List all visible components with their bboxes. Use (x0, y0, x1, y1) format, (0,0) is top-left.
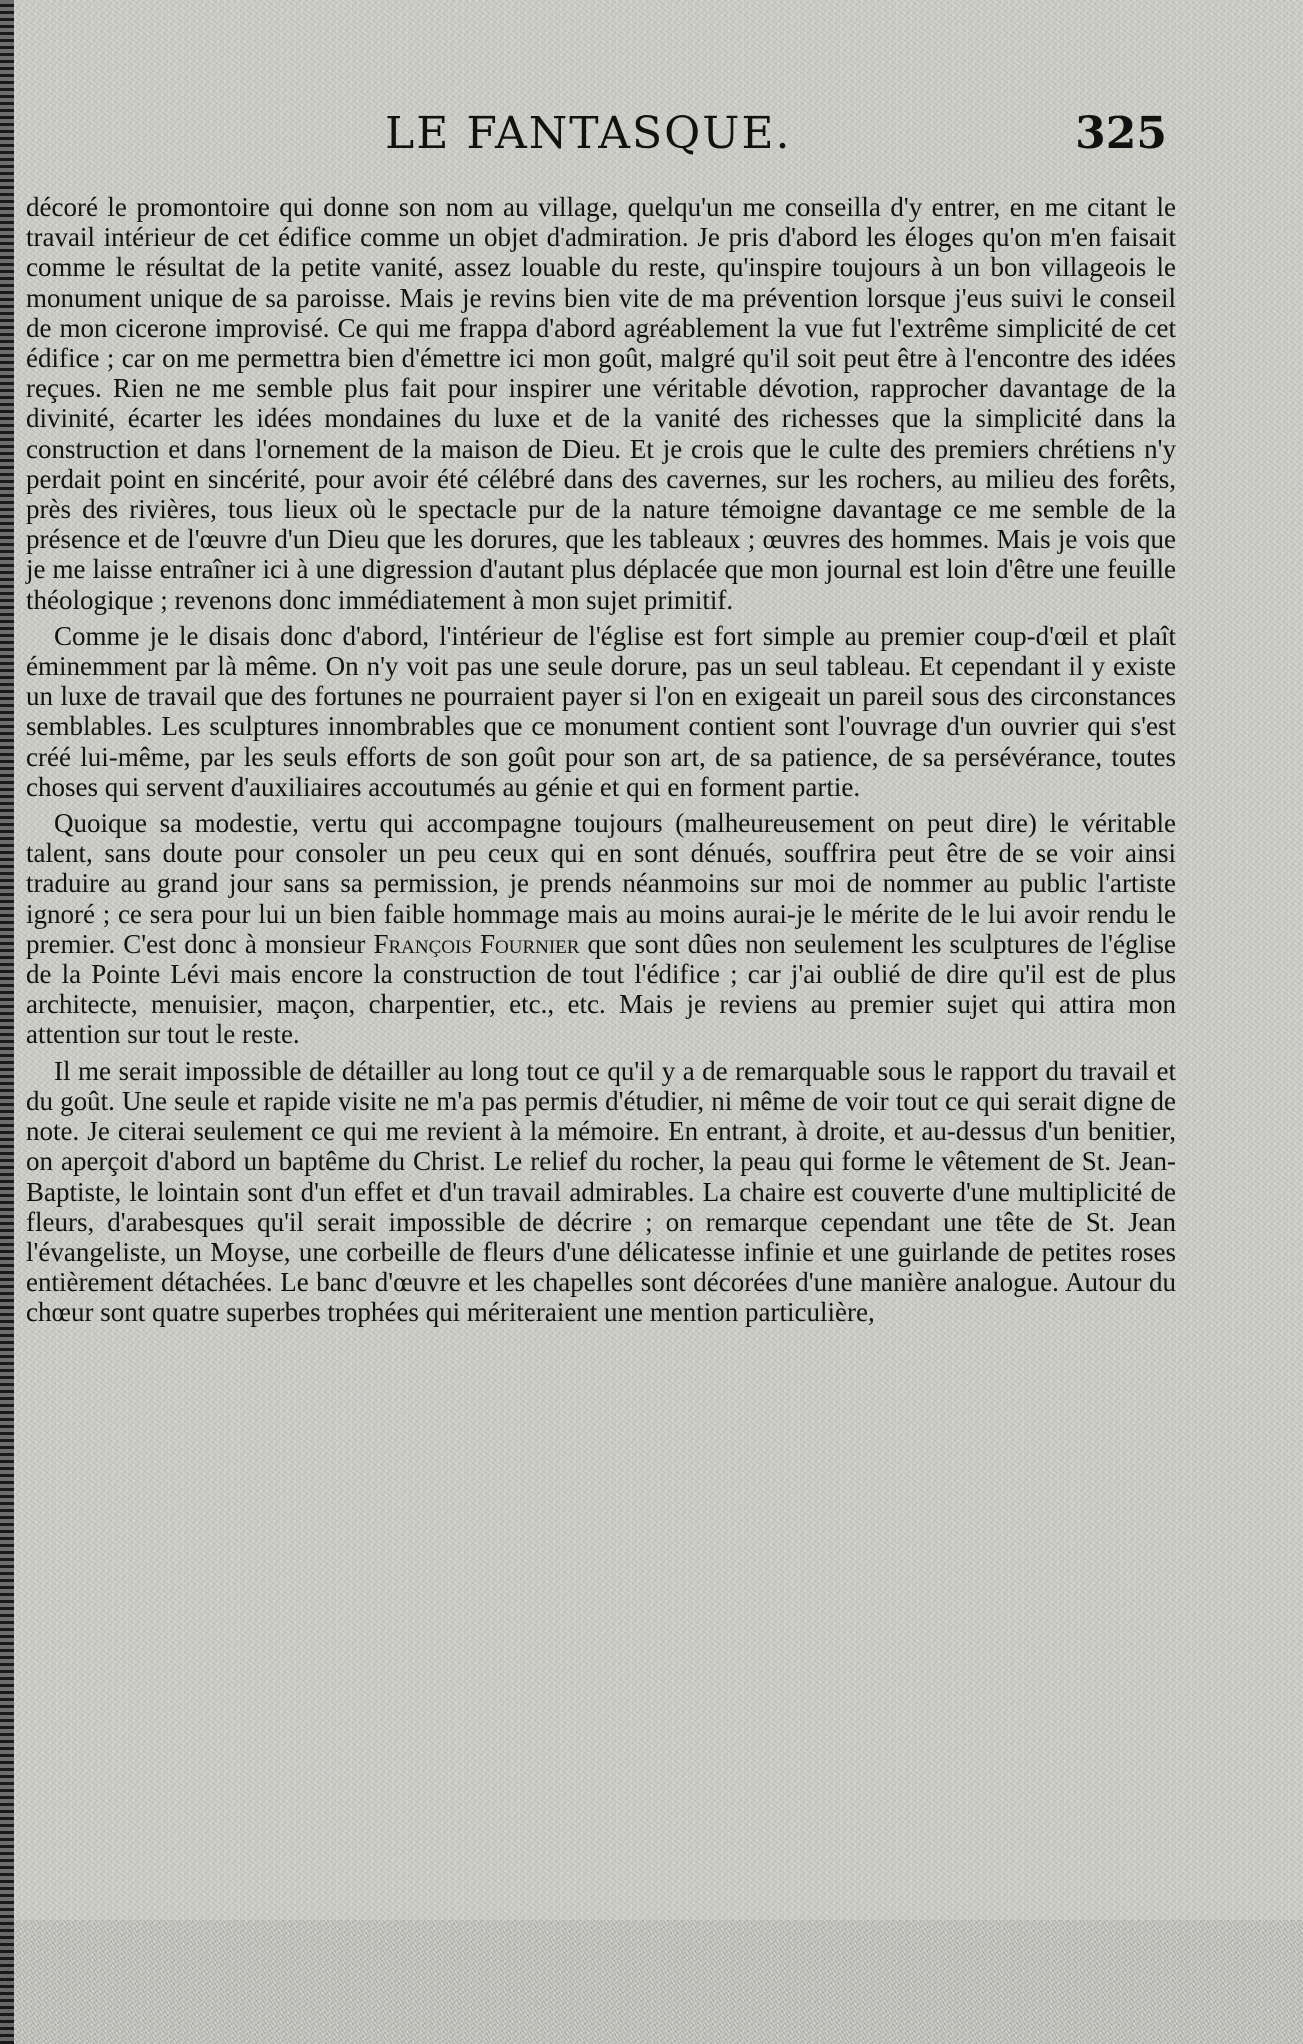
artist-name: François Fournier (373, 928, 580, 959)
paragraph-3 (26, 808, 1176, 1050)
bottom-margin-noise (0, 1920, 1303, 2044)
page-edge-shadow (0, 0, 14, 2044)
paragraph-3-end: que sont dûes non seulement les sculptures de l'église de la Pointe Lévi mais encore la construction de tout l'édifice ; car j'ai oublié de dire qu'il est de plus architecte, menuisier, maçon, charpentier, etc., etc. Mais je reviens au premier sujet qui attira mon attention sur tout le reste. (26, 928, 1176, 1050)
paragraph-1: décoré le promontoire qui donne son nom au village, quelqu'un me conseilla d'y entrer, en me citant le travail intérieur de cet édifice comme un objet d'admiration. Je pris d'abord les éloges qu'on m'en faisait comme le résultat de la petite vanité, assez louable du reste, qu'inspire toujours à un bon villageois le monument unique de sa paroisse. Mais je revins bien vite de ma prévention lorsque j'eus suivi le conseil de mon cicerone improvisé. Ce qui me frappa d'abord agréablement la vue fut l'extrême simplicité de cet édifice ; car on me permettra bien d'émettre ici mon goût, malgré qu'il soit peut être à l'encontre des idées reçues. Rien ne me semble plus fait pour inspirer une véritable dévotion, rapprocher davantage de la divinité, écarter les idées mondaines du luxe et de la vanité des richesses que la simplicité dans la construction et dans l'ornement de la maison de Dieu. Et je crois que le culte des premiers chrétiens n'y perdait point en sincérité, pour avoir été célébré dans des cavernes, sur les rochers, au milieu des forêts, près des rivières, tous lieux où le spectacle pur de la nature témoigne davantage ce me semble de la présence et de l'œuvre d'un Dieu que les dorures, que les tableaux ; œuvres des hommes. Mais je vois que je me laisse entraîner ici à une digression d'autant plus déplacée que mon journal est loin d'être une feuille théologique ; revenons donc immédiatement à mon sujet primitif. (26, 192, 1176, 615)
running-title: LE FANTASQUE. (385, 108, 792, 159)
paragraph-2: Comme je le disais donc d'abord, l'intérieur de l'église est fort simple au premier coup-d'œil et plaît éminemment par là même. On n'y voit pas une seule dorure, pas un seul tableau. Et cependant il y existe un luxe de travail que des fortunes ne pourraient payer si l'on en exigeait un pareil sous des circonstances semblables. Les sculptures innombrables que ce monument contient sont l'ouvrage d'un ouvrier qui s'est créé lui-même, par les seuls efforts de son goût pour son art, de sa patience, de sa persévérance, toutes choses qui servent d'auxiliaires accoutumés au génie et qui en forment partie. (26, 620, 1176, 802)
paragraph-3-start: Quoique sa modestie, vertu qui accompagne toujours (malheureusement on peut dire) le véritable talent, sans doute pour consoler un peu ceux qui en sont dénués, souffrira peut être de se voir ainsi traduire au grand jour sans sa permission, je prends néanmoins sur moi de nommer au public l'artiste ignoré ; ce sera pour lui un bien faible hommage mais au moins aurai-je le mérite de le lui avoir rendu le premier. C'est donc à monsieur (26, 808, 1176, 959)
page-header (0, 108, 1303, 168)
page-number: 325 (1075, 108, 1167, 159)
article-text (26, 192, 1176, 1334)
paragraph-4: Il me serait impossible de détailler au long tout ce qu'il y a de remarquable sous le rapport du travail et du goût. Une seule et rapide visite ne m'a pas permis d'étudier, ni même de voir tout ce qui serait digne de note. Je citerai seulement ce qui me revient à la mémoire. En entrant, à droite, et au-dessus d'un benitier, on aperçoit d'abord un baptême du Christ. Le relief du rocher, la peau qui forme le vêtement de St. Jean-Baptiste, le lointain sont d'un effet et d'un travail admirables. La chaire est couverte d'une multiplicité de fleurs, d'arabesques qu'il serait impossible de décrire ; on remarque cependant une tête de St. Jean l'évangeliste, un Moyse, une corbeille de fleurs d'une délicatesse infinie et une guirlande de petites roses entièrement détachées. Le banc d'œuvre et les chapelles sont décorées d'une manière analogue. Autour du chœur sont quatre superbes trophées qui mériteraient une mention particulière, (26, 1055, 1176, 1328)
